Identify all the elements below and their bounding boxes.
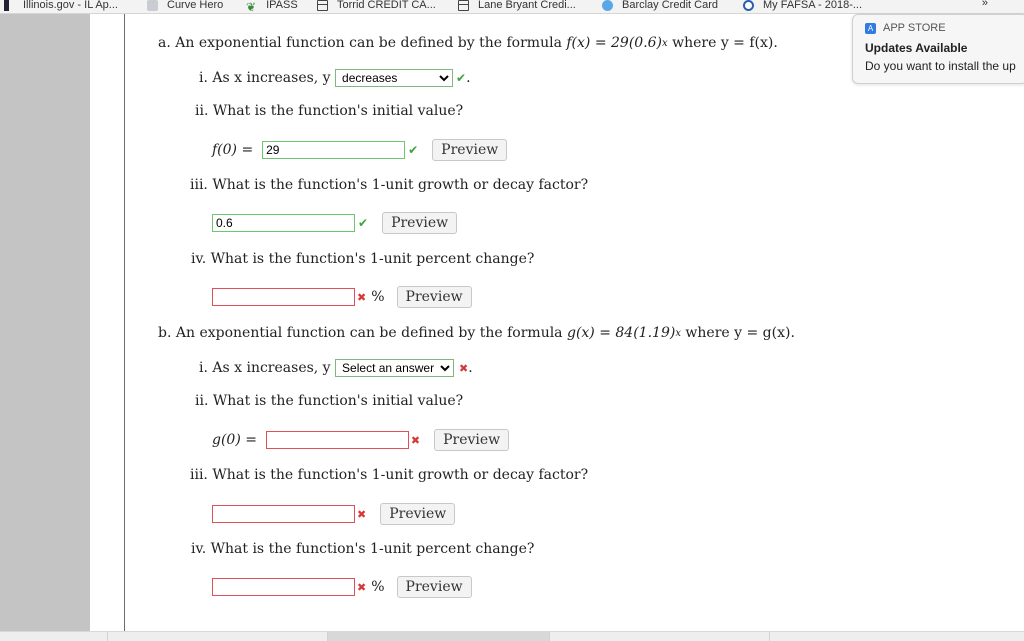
part-a-q4-answer [212, 286, 472, 308]
part-a-prompt: a. An exponential function can be defined by the formula f(x) = 29(0.6) x where y = f(x). [158, 35, 778, 51]
part-b-q2: ii. What is the function's initial value? [195, 393, 464, 409]
x-icon: ✖ [357, 507, 367, 521]
bookmark-lane-bryant[interactable]: Lane Bryant Credi... [458, 0, 576, 13]
part-b-where: where y = g(x). [685, 325, 795, 341]
part-b-q1: i. As x increases, y Select an answer ✖ . [199, 359, 473, 377]
part-a-growth-factor-input[interactable] [212, 214, 355, 232]
content-left-border [124, 14, 125, 631]
globe-icon [743, 0, 754, 11]
bookmark-torrid[interactable]: Torrid CREDIT CA... [317, 0, 436, 13]
part-a-q2: ii. What is the function's initial value? [195, 103, 464, 119]
part-b-percent-preview-button[interactable]: Preview [397, 576, 472, 598]
bottom-tab-strip [0, 631, 1024, 641]
shield-icon [602, 0, 613, 11]
part-a-q2-answer [212, 139, 507, 161]
part-a-percent-change-input[interactable] [212, 288, 355, 306]
x-icon: ✖ [357, 290, 367, 304]
illinois-icon [4, 0, 9, 11]
card-icon [458, 0, 469, 11]
part-a-where: where y = f(x). [672, 35, 778, 51]
app-store-icon: A [865, 23, 876, 34]
part-b-initial-value-input[interactable] [266, 431, 409, 449]
card-icon [317, 0, 328, 11]
part-b-prompt: b. An exponential function can be defined by the formula g(x) = 84(1.19) x where y = g(x). [158, 325, 795, 341]
bookmarks-overflow-button[interactable]: » [981, 0, 988, 9]
part-b-formula: g(x) = 84(1.19) [566, 325, 676, 341]
part-a-initial-label: f(0) = [212, 142, 254, 158]
part-b-trend-select[interactable] [335, 359, 454, 377]
app-store-notification[interactable] [852, 14, 1024, 84]
part-a-q4: iv. What is the function's 1-unit percent change? [191, 251, 535, 267]
part-a-percent-preview-button[interactable]: Preview [397, 286, 472, 308]
bookmarks-bar [0, 0, 1024, 14]
part-a-initial-value-input[interactable] [262, 141, 405, 159]
bookmark-curve-hero[interactable]: Curve Hero [147, 0, 223, 13]
x-icon: ✖ [459, 361, 469, 375]
part-b-q3: iii. What is the function's 1-unit growth or decay factor? [190, 467, 589, 483]
part-a-trend-select[interactable] [335, 69, 453, 87]
part-b-growth-factor-input[interactable] [212, 505, 355, 523]
percent-unit: % [371, 289, 385, 305]
x-icon: ✖ [357, 580, 367, 594]
part-b-initial-label: g(0) = [212, 432, 257, 448]
check-icon: ✔ [408, 143, 419, 157]
part-a-q3-answer [212, 212, 457, 234]
part-a-growth-preview-button[interactable]: Preview [382, 212, 457, 234]
part-b-q4: iv. What is the function's 1-unit percent change? [191, 541, 535, 557]
part-a-q1: i. As x increases, y decreases ✔ . [199, 69, 471, 87]
x-icon: ✖ [410, 433, 421, 447]
bookmark-ipass[interactable]: ❦ IPASS [246, 0, 298, 14]
cube-icon [147, 0, 158, 11]
part-a-formula: f(x) = 29(0.6) [566, 35, 663, 51]
percent-unit: % [371, 579, 385, 595]
part-b-growth-preview-button[interactable]: Preview [380, 503, 455, 525]
check-icon: ✔ [358, 216, 369, 230]
part-b-q3-answer [212, 503, 455, 525]
part-a-exponent: x [662, 37, 668, 49]
left-gutter [0, 14, 90, 631]
part-b-initial-preview-button[interactable]: Preview [434, 429, 509, 451]
bookmark-barclay[interactable]: Barclay Credit Card [602, 0, 718, 13]
notification-app-row: A APP STORE [865, 22, 946, 34]
notification-message: Do you want to install the up [865, 59, 1016, 73]
part-b-exponent: x [675, 327, 681, 339]
check-icon: ✔ [456, 71, 467, 85]
feather-icon: ❦ [246, 0, 257, 14]
part-b-percent-change-input[interactable] [212, 578, 355, 596]
notification-title: Updates Available [865, 41, 968, 55]
part-a-q3: iii. What is the function's 1-unit growth or decay factor? [190, 177, 589, 193]
bookmark-fafsa[interactable]: My FAFSA - 2018-... [743, 0, 862, 13]
bookmark-illinois[interactable]: Illinois.gov - IL Ap... [4, 0, 118, 13]
part-b-q4-answer [212, 576, 472, 598]
part-b-q2-answer [212, 429, 509, 451]
part-a-initial-preview-button[interactable]: Preview [432, 139, 507, 161]
